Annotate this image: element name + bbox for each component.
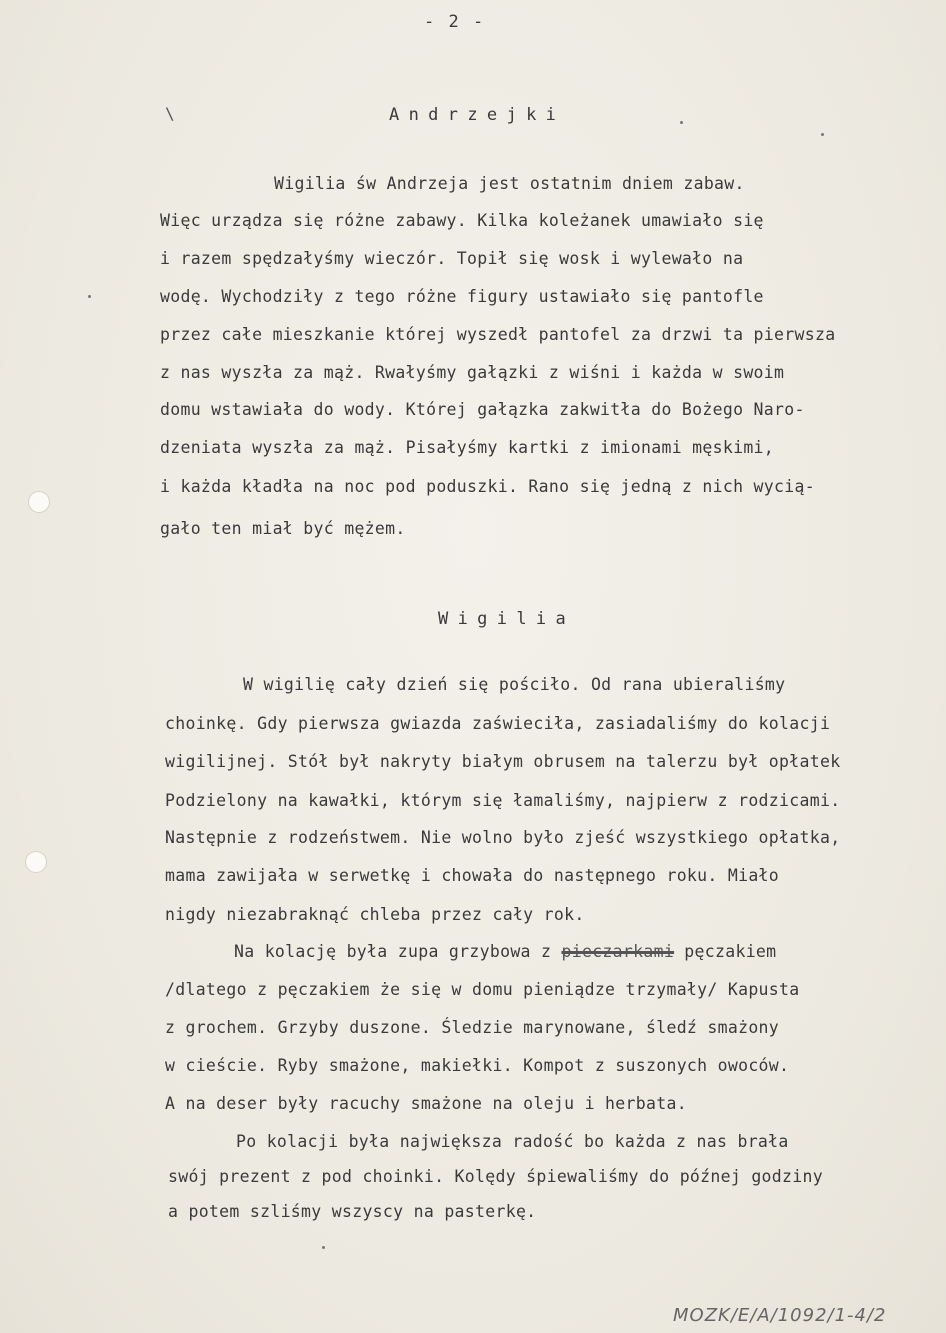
text-line: z nas wyszła za mąż. Rwałyśmy gałązki z wiśni i każda w swoim bbox=[160, 363, 785, 382]
text-line: z grochem. Grzyby duszone. Śledzie marynowane, śledź smażony bbox=[165, 1018, 780, 1037]
section-title-wigilia: Wigilia bbox=[438, 609, 576, 629]
speck bbox=[322, 1246, 325, 1249]
text-line: gało ten miał być mężem. bbox=[160, 519, 406, 538]
text-segment: pęczakiem bbox=[674, 942, 777, 961]
text-line: W wigilię cały dzień się pościło. Od rana ubieraliśmy bbox=[243, 675, 786, 694]
text-line: wodę. Wychodziły z tego różne figury ustawiało się pantofle bbox=[160, 287, 764, 306]
text-line: Więc urządza się różne zabawy. Kilka koleżanek umawiało się bbox=[160, 211, 764, 230]
page-number: - 2 - bbox=[424, 12, 486, 32]
text-line: nigdy niezabraknąć chleba przez cały rok. bbox=[165, 905, 585, 924]
punch-hole-bottom bbox=[25, 851, 47, 873]
section-title-andrzejki: Andrzejki bbox=[389, 105, 566, 125]
text-line: Wigilia św Andrzeja jest ostatnim dniem zabaw. bbox=[274, 174, 745, 193]
text-line: domu wstawiała do wody. Której gałązka zakwitła do Bożego Naro- bbox=[160, 400, 805, 419]
text-segment: Na kolację była zupa grzybowa z bbox=[234, 942, 562, 961]
text-line: a potem szliśmy wszyscy na pasterkę. bbox=[168, 1202, 537, 1221]
text-line: choinkę. Gdy pierwsza gwiazda zaświeciła, zasiadaliśmy do kolacji bbox=[165, 714, 831, 733]
text-line: i każda kładła na noc pod poduszki. Rano się jedną z nich wycią- bbox=[160, 477, 815, 496]
text-line: dzeniata wyszła za mąż. Pisałyśmy kartki z imionami męskimi, bbox=[160, 438, 775, 457]
text-line: mama zawijała w serwetkę i chowała do następnego roku. Miało bbox=[165, 866, 780, 885]
struck-word: pieczarkami bbox=[561, 942, 675, 961]
text-line: Następnie z rodzeństwem. Nie wolno było zjeść wszystkiego opłatka, bbox=[165, 828, 841, 847]
text-line-with-strikethrough bbox=[234, 942, 776, 961]
margin-mark: \ bbox=[165, 104, 175, 123]
speck bbox=[680, 121, 683, 124]
text-line: w cieście. Ryby smażone, makiełki. Kompot z suszonych owoców. bbox=[165, 1056, 790, 1075]
archive-signature: MOZK/E/A/1092/1-4/2 bbox=[673, 1305, 887, 1326]
text-line: wigilijnej. Stół był nakryty białym obrusem na talerzu był opłatek bbox=[165, 752, 841, 771]
speck bbox=[88, 295, 91, 298]
text-line: i razem spędzałyśmy wieczór. Topił się wosk i wylewało na bbox=[160, 249, 744, 268]
text-line: Po kolacji była największa radość bo każda z nas brała bbox=[236, 1132, 789, 1151]
text-line: A na deser były racuchy smażone na oleju i herbata. bbox=[165, 1094, 687, 1113]
text-line: swój prezent z pod choinki. Kolędy śpiewaliśmy do późnej godziny bbox=[168, 1167, 823, 1186]
text-line: przez całe mieszkanie której wyszedł pantofel za drzwi ta pierwsza bbox=[160, 325, 836, 344]
punch-hole-top bbox=[28, 491, 50, 513]
speck bbox=[821, 133, 824, 136]
text-line: Podzielony na kawałki, którym się łamaliśmy, najpierw z rodzicami. bbox=[165, 791, 841, 810]
text-line: /dlatego z pęczakiem że się w domu pieniądze trzymały/ Kapusta bbox=[165, 980, 800, 999]
